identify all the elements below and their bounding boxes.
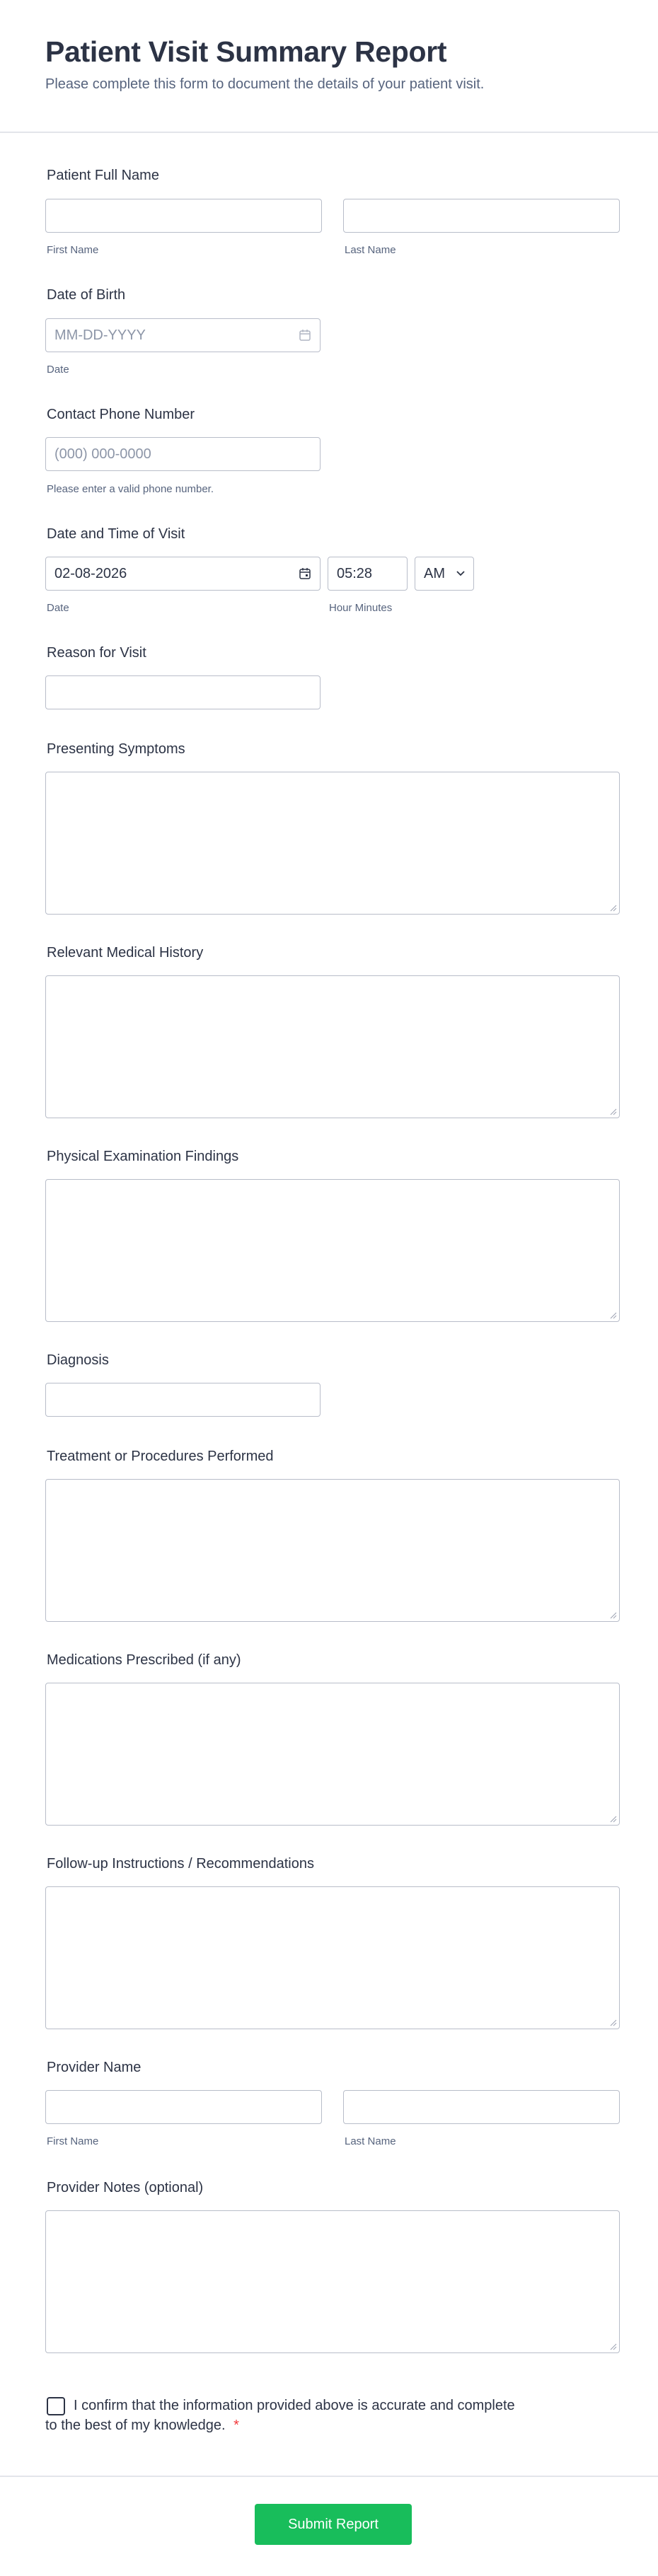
footer-divider <box>0 2476 658 2477</box>
page-subtitle: Please complete this form to document the details of your patient visit. <box>45 76 485 92</box>
resize-grip-icon[interactable] <box>609 1815 617 1823</box>
patient-last-name-input[interactable] <box>343 199 620 233</box>
consent-checkbox[interactable] <box>47 2397 65 2415</box>
form-header <box>0 0 658 133</box>
treatment-textarea[interactable] <box>45 1479 620 1622</box>
provider-notes-textarea[interactable] <box>45 2210 620 2353</box>
dob-label: Date of Birth <box>47 287 126 303</box>
medications-textarea[interactable] <box>45 1683 620 1826</box>
resize-grip-icon[interactable] <box>609 904 617 912</box>
reason-label: Reason for Visit <box>47 645 146 661</box>
phone-input[interactable] <box>45 437 321 471</box>
calendar-icon[interactable] <box>299 329 311 342</box>
exam-textarea[interactable] <box>45 1179 620 1322</box>
visit-ampm-select[interactable] <box>415 557 474 591</box>
consent-text-line1: I confirm that the information provided above is accurate and complete <box>74 2398 515 2413</box>
patient-last-name-sublabel: Last Name <box>345 244 396 256</box>
followup-label: Follow-up Instructions / Recommendations <box>47 1856 314 1872</box>
visit-date-sublabel: Date <box>47 602 69 614</box>
dob-input[interactable] <box>45 318 321 352</box>
visit-datetime-label: Date and Time of Visit <box>47 526 185 542</box>
visit-date-value: 02-08-2026 <box>54 566 127 581</box>
followup-textarea[interactable] <box>45 1886 620 2029</box>
reason-input[interactable] <box>45 675 321 709</box>
page-title: Patient Visit Summary Report <box>45 35 447 68</box>
provider-first-name-input[interactable] <box>45 2090 322 2124</box>
visit-date-input[interactable] <box>45 557 321 591</box>
medications-label: Medications Prescribed (if any) <box>47 1652 241 1668</box>
patient-first-name-sublabel: First Name <box>47 244 99 256</box>
resize-grip-icon[interactable] <box>609 2343 617 2350</box>
diagnosis-input[interactable] <box>45 1383 321 1417</box>
phone-label: Contact Phone Number <box>47 407 195 422</box>
consent-text-line2-text: to the best of my knowledge. <box>45 2418 226 2433</box>
provider-name-label: Provider Name <box>47 2060 142 2075</box>
calendar-icon[interactable] <box>299 567 311 580</box>
diagnosis-label: Diagnosis <box>47 1352 109 1368</box>
required-asterisk: * <box>233 2418 239 2433</box>
treatment-label: Treatment or Procedures Performed <box>47 1449 274 1464</box>
resize-grip-icon[interactable] <box>609 1108 617 1115</box>
dob-placeholder: MM-DD-YYYY <box>54 327 146 343</box>
visit-time-sublabel: Hour Minutes <box>329 602 393 614</box>
provider-first-name-sublabel: First Name <box>47 2135 99 2147</box>
resize-grip-icon[interactable] <box>609 2019 617 2026</box>
provider-last-name-input[interactable] <box>343 2090 620 2124</box>
visit-time-input[interactable] <box>328 557 408 591</box>
symptoms-textarea[interactable] <box>45 772 620 915</box>
phone-placeholder: (000) 000-0000 <box>54 446 151 462</box>
resize-grip-icon[interactable] <box>609 1611 617 1619</box>
chevron-down-icon <box>456 570 465 577</box>
exam-label: Physical Examination Findings <box>47 1149 239 1164</box>
patient-first-name-input[interactable] <box>45 199 322 233</box>
resize-grip-icon[interactable] <box>609 1311 617 1319</box>
phone-sublabel: Please enter a valid phone number. <box>47 483 214 495</box>
visit-ampm-value: AM <box>424 566 445 581</box>
patient-name-label: Patient Full Name <box>47 168 159 183</box>
dob-sublabel: Date <box>47 364 69 376</box>
symptoms-label: Presenting Symptoms <box>47 741 185 757</box>
history-label: Relevant Medical History <box>47 945 204 961</box>
submit-button[interactable]: Submit Report <box>255 2504 412 2545</box>
provider-notes-label: Provider Notes (optional) <box>47 2180 204 2195</box>
visit-time-value: 05:28 <box>337 566 373 581</box>
history-textarea[interactable] <box>45 975 620 1118</box>
consent-text-line2 <box>45 2418 239 2434</box>
provider-last-name-sublabel: Last Name <box>345 2135 396 2147</box>
